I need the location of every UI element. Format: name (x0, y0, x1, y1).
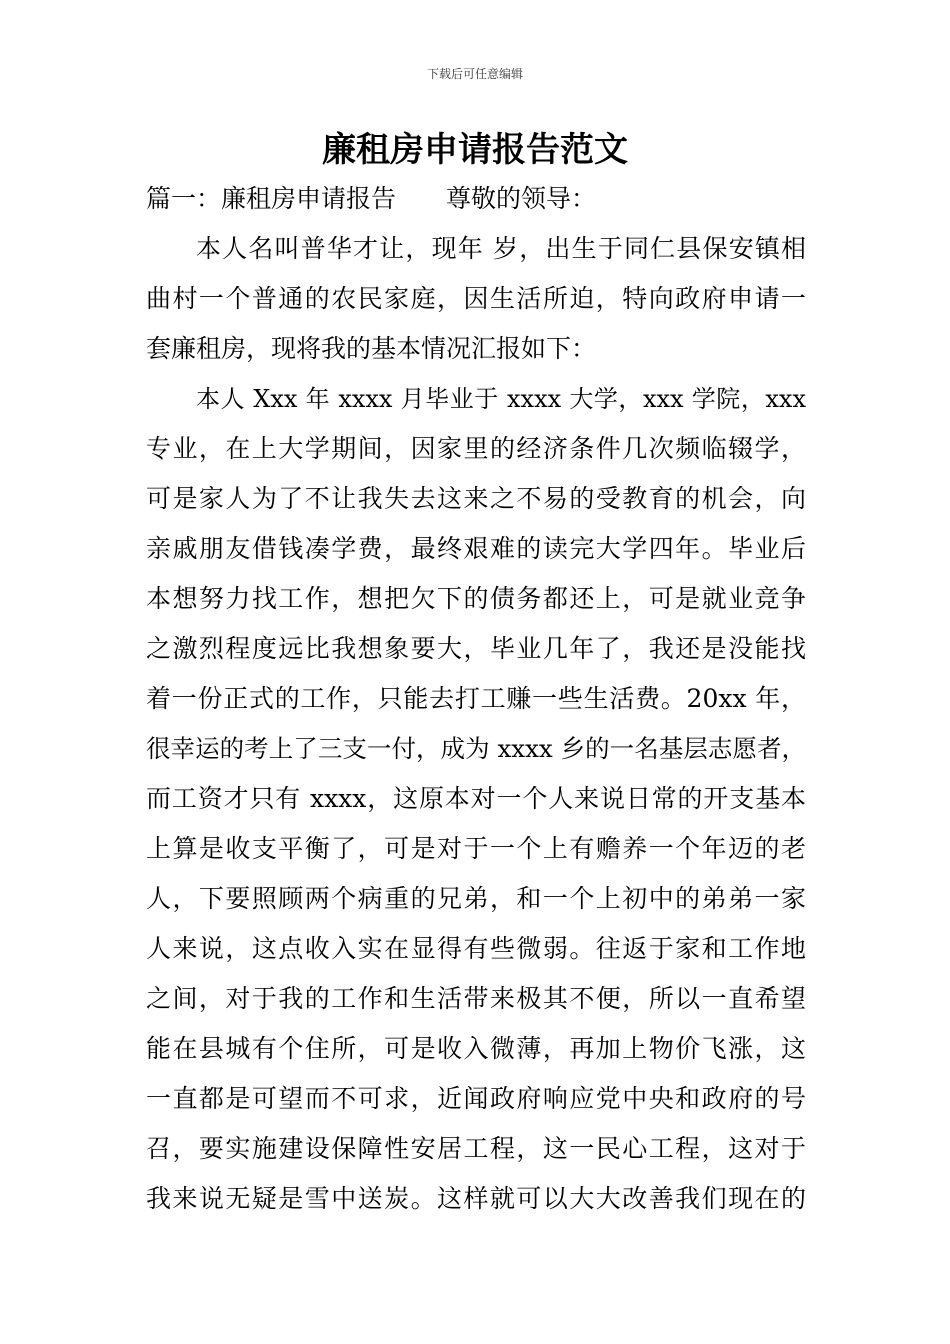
paragraph-line: 之间，对于我的工作和生活带来极其不便，所以一直希望 (146, 984, 806, 1013)
paragraph-line: 本想努力找工作，想把欠下的债务都还上，可是就业竞争 (146, 584, 806, 613)
paragraph-line: 上算是收支平衡了，可是对于一个上有赡养一个年迈的老 (146, 834, 806, 863)
header-note: 下载后可任意编辑 (426, 67, 523, 81)
section-heading: 篇一：廉租房申请报告 (146, 184, 397, 213)
paragraph-line: 本人名叫普华才让，现年 岁，出生于同仁县保安镇相 (196, 234, 806, 263)
paragraph-line: 而工资才只有 xxxx，这原本对一个人来说日常的开支基本 (146, 784, 806, 813)
paragraph-line: 本人 Xxx 年 xxxx 月毕业于 xxxx 大学，xxx 学院，xxx (196, 385, 806, 413)
paragraph-line: 之激烈程度远比我想象要大，毕业几年了，我还是没能找 (146, 634, 806, 663)
paragraph-line: 曲村一个普通的农民家庭，因生活所迫，特向政府申请一 (146, 284, 806, 313)
paragraph-line: 人，下要照顾两个病重的兄弟，和一个上初中的弟弟一家 (146, 884, 806, 913)
paragraph-line: 很幸运的考上了三支一付，成为 xxxx 乡的一名基层志愿者， (146, 734, 806, 763)
paragraph-line: 我来说无疑是雪中送炭。这样就可以大大改善我们现在的 (146, 1184, 806, 1213)
paragraph-line: 专业，在上大学期间，因家里的经济条件几次频临辍学， (146, 434, 806, 463)
document-title: 廉租房申请报告范文 (322, 130, 628, 170)
paragraph-line: 一直都是可望而不可求，近闻政府响应党中央和政府的号 (146, 1084, 806, 1113)
paragraph-line: 人来说，这点收入实在显得有些微弱。往返于家和工作地 (146, 934, 806, 963)
paragraph-line: 着一份正式的工作，只能去打工赚一些生活费。20xx 年， (146, 684, 806, 713)
paragraph-line: 套廉租房，现将我的基本情况汇报如下： (146, 334, 597, 363)
salutation: 尊敬的领导： (446, 184, 597, 213)
paragraph-line: 能在县城有个住所，可是收入微薄，再加上物价飞涨，这 (146, 1034, 806, 1063)
first-line (146, 174, 806, 224)
paragraph-line: 亲戚朋友借钱凑学费，最终艰难的读完大学四年。毕业后 (146, 534, 806, 563)
paragraph-line: 可是家人为了不让我失去这来之不易的受教育的机会，向 (146, 484, 806, 513)
paragraph-line: 召，要实施建设保障性安居工程，这一民心工程，这对于 (146, 1134, 806, 1163)
